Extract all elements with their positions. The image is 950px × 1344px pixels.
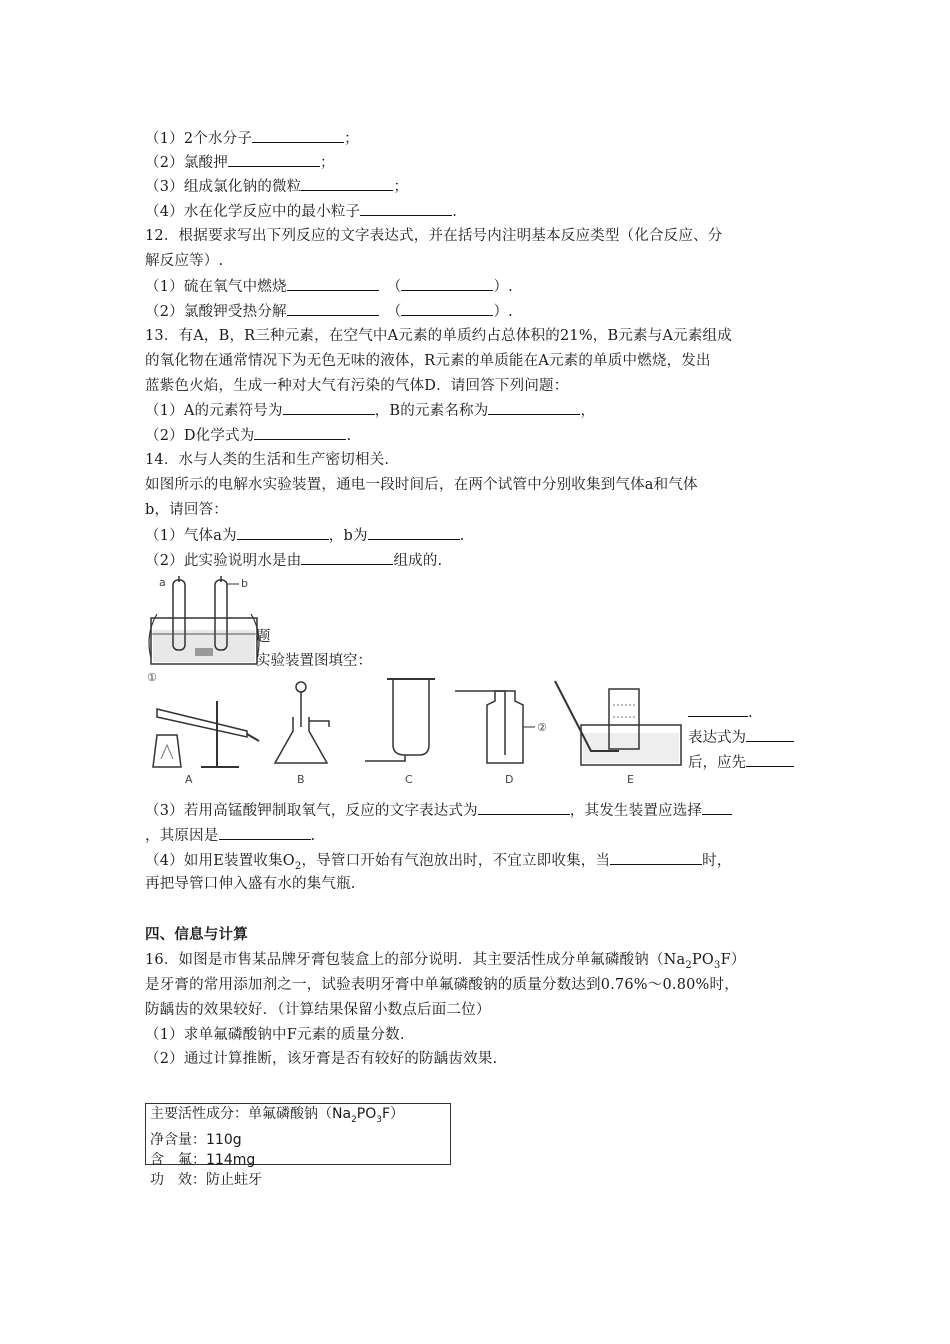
answer-blank[interactable] <box>252 128 344 143</box>
apparatus-c <box>365 679 435 786</box>
apparatus-a <box>147 671 259 786</box>
toothpaste-label-box <box>145 1103 451 1188</box>
info-row-effect: 功 效：防止蛀牙 <box>150 1171 262 1188</box>
q13-stem-2: 的氧化物在通常情况下为无色无味的液体，R元素的单质能在A元素的单质中燃烧，发出 <box>145 353 711 369</box>
q16-stem-1: 16．如图是市售某品牌牙膏包装盒上的部分说明．其主要活性成分单氟磷酸钠$(Na_2PO_3F)$ <box>145 952 746 971</box>
q16-item-1: （1）求单氟磷酸钠中F元素的质量分数. <box>145 1027 405 1043</box>
answer-blank[interactable] <box>228 152 320 167</box>
q12-stem-2: 解反应等）. <box>145 253 224 269</box>
answer-blank[interactable] <box>287 276 379 291</box>
apparatus-e <box>555 681 681 786</box>
label-D: D <box>505 773 514 786</box>
answer-blank[interactable] <box>401 301 493 316</box>
info-row-fluorine: 含 氟：114mg <box>150 1151 256 1168</box>
q14-stem-2: 如图所示的电解水实验装置，通电一段时间后，在两个试管中分别收集到气体a和气体 <box>145 477 698 493</box>
q11-item-4: （4）水在化学反应中的最小粒子 . <box>145 201 457 222</box>
q16-stem-2: 是牙膏的常用添加剂之一，试验表明牙膏中单氟磷酸钠的质量分数达到0.76%～0.80%时， <box>145 977 739 993</box>
mark-1: ① <box>147 671 157 684</box>
mark-2: ② <box>537 721 547 734</box>
q16-stem-3: 防龋齿的效果较好．（计算结果保留小数点后面二位） <box>145 1002 491 1018</box>
q14-stem-1: 14．水与人类的生活和生产密切相关. <box>145 452 390 468</box>
answer-blank[interactable] <box>254 425 346 440</box>
answer-blank[interactable] <box>360 201 452 216</box>
text-fragment: . <box>688 702 753 723</box>
label-C: C <box>405 773 413 786</box>
info-row-ingredient: 主要活性成分：单氟磷酸钠$(Na_2PO_3F)$ <box>150 1106 405 1125</box>
q12-stem-1: 12．根据要求写出下列反应的文字表达式，并在括号内注明基本反应类型（化合反应、分 <box>145 228 723 244</box>
answer-blank[interactable] <box>368 525 460 540</box>
answer-blank[interactable] <box>746 752 794 767</box>
answer-blank[interactable] <box>401 276 493 291</box>
text-fragment: 表达式为 <box>688 727 794 748</box>
lab-apparatus-figure <box>143 671 685 791</box>
label-E: E <box>627 773 634 786</box>
answer-blank[interactable] <box>219 825 311 840</box>
apparatus-d <box>455 691 547 786</box>
q15-item-4: （4）如用E装置收集$O_2$，导管口开始有气泡放出时，不宜立即收集，当 时， <box>145 850 732 877</box>
answer-blank[interactable] <box>746 727 794 742</box>
q15-item-4-cont: 再把导管口伸入盛有水的集气瓶. <box>145 876 356 892</box>
answer-blank[interactable] <box>237 525 329 540</box>
q14-stem-3: b，请回答： <box>145 502 228 518</box>
q12-item-1: （1）硫在氧气中燃烧 （ ）. <box>145 276 513 297</box>
q15-item-3-cont: ，其原因是 . <box>145 825 315 846</box>
q13-item-2: （2）D化学式为 . <box>145 425 351 446</box>
info-row-net-weight: 净含量：110g <box>150 1131 242 1148</box>
q11-item-3: （3）组成氯化钠的微粒 ； <box>145 176 408 197</box>
apparatus-b <box>275 682 329 786</box>
label-a: a <box>159 576 166 589</box>
q16-item-2: （2）通过计算推断，该牙膏是否有较好的防龋齿效果. <box>145 1051 498 1067</box>
answer-blank[interactable] <box>287 301 379 316</box>
q11-item-1: （1）2个水分子 ； <box>145 128 359 149</box>
answer-blank[interactable] <box>478 800 570 815</box>
q14-item-2: （2）此实验说明水是由 组成的. <box>145 550 442 571</box>
label-B: B <box>297 773 305 786</box>
q14-item-1: （1）气体a为 ，b为 . <box>145 525 464 546</box>
answer-blank[interactable] <box>610 850 702 865</box>
label-A: A <box>185 773 193 786</box>
electrolysis-apparatus-figure <box>143 574 265 670</box>
answer-blank[interactable] <box>688 702 748 717</box>
q11-item-2: （2）氯酸押 ； <box>145 152 335 173</box>
q13-item-1: （1）A的元素符号为 ，B的元素名称为 ， <box>145 400 595 421</box>
answer-blank[interactable] <box>301 176 393 191</box>
answer-blank[interactable] <box>488 400 580 415</box>
text-fragment: 题 <box>256 629 271 645</box>
answer-blank[interactable] <box>702 800 732 815</box>
q15-item-3: （3）若用高锰酸钾制取氧气，反应的文字表达式为 ，其发生装置应选择 <box>145 800 732 821</box>
answer-blank[interactable] <box>283 400 375 415</box>
text-fragment: 后，应先 <box>688 752 794 773</box>
label-b: b <box>241 577 248 590</box>
q13-stem-3: 蓝紫色火焰，生成一种对大气有污染的气体D．请回答下列问题： <box>145 378 569 394</box>
text-fragment: 实验装置图填空： <box>256 653 372 669</box>
answer-blank[interactable] <box>301 550 393 565</box>
q12-item-2: （2）氯酸钾受热分解 （ ）. <box>145 301 513 322</box>
section-heading: 四、信息与计算 <box>145 927 248 943</box>
q13-stem-1: 13．有A，B，R三种元素，在空气中A元素的单质约占总体积的21%，B元素与A元素组成 <box>145 328 732 344</box>
